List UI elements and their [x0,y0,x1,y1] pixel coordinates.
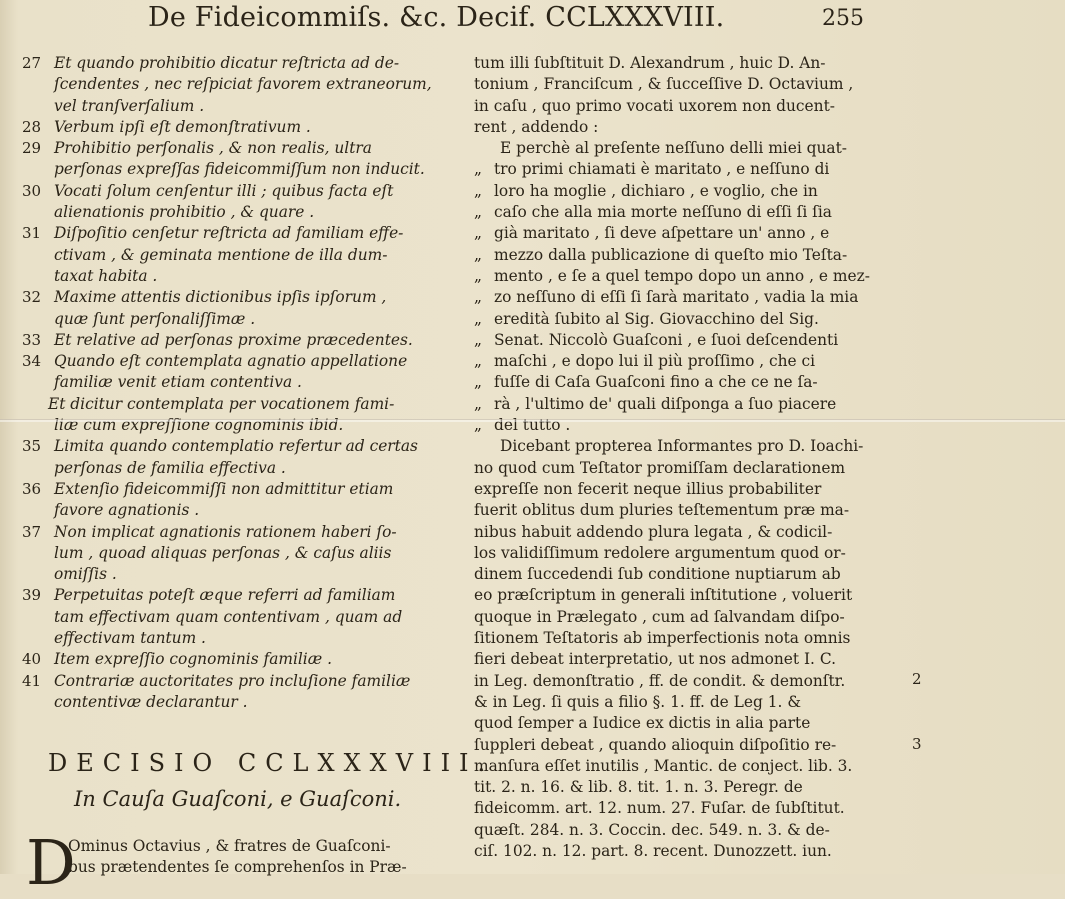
text-line [474,394,914,415]
line-text: Senat. Niccolò Guaſconi , e ſuoi deſcendenti [494,330,839,349]
line-text: E perchè al preſente neſſuno delli miei quat- [500,139,847,158]
text-line [474,564,914,585]
summary-text: ctivam , & geminata mentione de illa dum- [54,245,388,264]
summary-line [22,500,462,521]
summary-text: Et relative ad perſonas proxime præcedentes. [54,330,413,349]
text-line [474,543,914,564]
text-line [474,245,914,266]
decision-opening [68,836,468,879]
line-text: mento , e ſe a quel tempo dopo un anno , e mez- [494,266,870,285]
summary-line [22,181,462,202]
summary-line [22,245,462,266]
scan-fold-line [0,419,1065,422]
summary-text: Verbum ipſi eſt demonſtrativum . [54,117,311,136]
line-text: tonium , Franciſcum , & ſucceſſive D. Octavium , [474,75,854,94]
summary-line [22,223,462,244]
line-text: caſo che alla mia morte neſſuno di eſſi ſi ſia [494,203,832,222]
summary-line [22,53,462,74]
summary-line [22,372,462,393]
summary-line [22,607,462,628]
summary-number: 31 [22,224,42,243]
summary-line [22,394,462,415]
summary-line [22,628,462,649]
summary-line [22,564,462,585]
summary-text: effectivam tantum . [54,629,206,648]
text-line [474,372,914,393]
quote-mark: „ [474,373,482,392]
summary-text: Perpetuitas poteſt æque referri ad familiam [54,586,396,605]
line-text: rà , l'ultimo de' quali diſponga a ſuo piacere [494,394,837,413]
summary-text: Maxime attentis dictionibus ipſis ipſorum , [54,288,387,307]
quote-mark: „ [474,203,482,222]
summary-line [22,649,462,670]
line-text: fuerit oblitus dum pluries teſtementum præ ma- [474,501,850,520]
line-text: fieri debeat interpretatio, ut nos admonet I. C. [474,650,836,669]
line-text: eo præſcriptum in generali inſtitutione , voluerit [474,586,853,605]
line-text: & in Leg. ſi quis a filio §. 1. ff. de Leg 1. & [474,692,802,711]
summary-text: taxat habita . [54,266,158,285]
text-line [474,223,914,244]
text-line [474,777,914,798]
quote-mark: „ [474,288,482,307]
summary-number: 28 [22,117,42,136]
page-number: 255 [822,6,864,31]
line-text: loro ha moglie , dichiaro , e voglio, che in [494,181,818,200]
line-text: del tutto . [494,416,571,435]
summary-line [22,266,462,287]
summary-text: Extenſio fideicommiſſi non admittitur etiam [54,479,394,498]
summary-text: liæ cum expreſſione cognominis ibid. [54,416,344,435]
text-line [474,607,914,628]
summary-text: Item expreſſio cognominis familiæ . [54,650,332,669]
summary-line [22,522,462,543]
text-line [474,820,914,841]
summary-column [22,53,462,713]
line-text: ciſ. 102. n. 12. part. 8. recent. Dunozzett. iun. [474,841,832,860]
summary-number: 39 [22,586,42,605]
line-text: maſchi , e dopo lui il più proſſimo , che ci [494,352,816,371]
summary-number: 27 [22,54,42,72]
summary-text: Et dicitur contemplata per vocationem fami- [48,394,395,413]
summary-text: familiæ venit etiam contentiva . [54,373,302,392]
summary-text: quæ ſunt perſonaliſſimæ . [54,309,256,328]
summary-text: contentivæ declarantur . [54,692,248,711]
summary-line [22,351,462,372]
text-line [474,330,914,351]
text-line: bus prætendentes ſe comprehenſos in Præ- [68,858,407,877]
line-text: expreſſe non fecerit neque illius probabiliter [474,479,822,498]
summary-text: Limita quando contemplatio refertur ad certas [54,437,418,456]
text-line [474,671,914,692]
line-text: ſuppleri debeat , quando alioquin diſpoſitio re- [474,735,837,754]
text-line [474,522,914,543]
line-text: Dicebant propterea Informantes pro D. Ioachi- [500,437,864,456]
summary-text: favore agnationis . [54,501,200,520]
drop-cap: D [26,826,76,899]
summary-line [22,692,462,713]
text-line [474,458,914,479]
decision-subtitle: In Cauſa Guaſconi, e Guaſconi. [74,787,402,811]
summary-number: 40 [22,650,42,669]
line-text: fideicomm. art. 12. num. 27. Fuſar. de ſubſtitut. [474,799,845,818]
text-line [474,351,914,372]
quote-mark: „ [474,394,482,413]
quote-mark: „ [474,330,482,349]
summary-number: 29 [22,139,42,158]
line-text: no quod cum Teſtator promiſſam declarationem [474,458,846,477]
summary-text: tam effectivam quam contentivam , quam ad [54,607,403,626]
text-line [474,159,914,180]
quote-mark: „ [474,160,482,179]
summary-line [22,479,462,500]
text-line [474,841,914,862]
line-text: ſitionem Teſtatoris ab imperfectionis nota omnis [474,629,851,648]
summary-number: 35 [22,437,42,456]
text-line [474,53,914,74]
summary-line [22,436,462,457]
summary-text: Et quando prohibitio dicatur reſtricta ad de- [54,54,400,72]
summary-text: alienationis prohibitio , & quare . [54,203,315,222]
summary-line [22,671,462,692]
text-line [474,96,914,117]
summary-number: 33 [22,330,42,349]
summary-line [22,287,462,308]
summary-text: Prohibitio perſonalis , & non realis, ultra [54,139,372,158]
quote-mark: „ [474,266,482,285]
text-line [474,585,914,606]
text-line [474,138,914,159]
text-line [474,202,914,223]
summary-text: omiſſis . [54,565,117,584]
summary-number: 30 [22,181,42,200]
summary-text: perſonas expreſſas fideicommiſſum non inducit. [54,160,425,179]
summary-number: 41 [22,671,42,690]
summary-line [22,585,462,606]
line-text: dinem ſuccedendi ſub conditione nuptiarum ab [474,565,841,584]
line-text: in Leg. demonſtratio , ff. de condit. & demonſtr. [474,671,846,690]
text-line [474,735,914,756]
summary-line [22,159,462,180]
summary-number: 36 [22,479,42,498]
line-text: zo neſſuno di eſſi ſi ſarà maritato , vadia la mia [494,288,859,307]
line-text: quæſt. 284. n. 3. Coccin. dec. 549. n. 3. & de- [474,820,830,839]
summary-number: 37 [22,522,42,541]
margin-number: 3 [912,735,922,753]
text-line [474,479,914,500]
quote-mark: „ [474,309,482,328]
summary-text: Vocati ſolum cenſentur illi ; quibus facta eſt [54,181,394,200]
quote-mark: „ [474,352,482,371]
line-text: nibus habuit addendo plura legata , & codicil- [474,522,833,541]
text-line [474,266,914,287]
summary-text: ſcendentes , nec reſpiciat favorem extraneorum, [54,75,432,94]
text-line [474,713,914,734]
quote-mark: „ [474,224,482,243]
text-line [474,692,914,713]
summary-text: Non implicat agnationis rationem haberi ſo- [54,522,397,541]
line-text: tit. 2. n. 16. & lib. 8. tit. 1. n. 3. Peregr. de [474,778,803,797]
summary-line [22,543,462,564]
line-text: tum illi ſubſtituit D. Alexandrum , huic D. An- [474,54,826,72]
summary-line [22,309,462,330]
text-line [474,500,914,521]
quote-mark: „ [474,181,482,200]
summary-line [22,330,462,351]
summary-number: 34 [22,352,42,371]
text-line [474,181,914,202]
line-text: mezzo dalla publicazione di queſto mio Teſta- [494,245,848,264]
summary-line [22,96,462,117]
line-text: rent , addendo : [474,117,599,136]
margin-number: 2 [912,670,922,688]
quote-mark: „ [474,245,482,264]
decision-title: DECISIO CCLXXXVIII. [48,749,495,777]
summary-line [22,202,462,223]
running-head: De Fideicommiſs. &c. Decif. CCLXXXVIII. [148,2,725,33]
summary-text: vel tranſverſalium . [54,96,205,115]
summary-text: perſonas de familia effectiva . [54,458,286,477]
summary-line [22,117,462,138]
quote-mark: „ [474,416,482,435]
body-column [474,53,914,862]
line-text: manſura eſſet inutilis , Mantic. de conject. lib. 3. [474,756,853,775]
summary-number: 32 [22,288,42,307]
text-line [474,756,914,777]
line-text: tro primi chiamati è maritato , e neſſuno di [494,160,830,179]
summary-text: Diſpoſitio cenſetur reſtricta ad familiam effe- [54,224,404,243]
summary-text: Contrariæ auctoritates pro incluſione familiæ [54,671,411,690]
text-line [474,287,914,308]
summary-line [22,74,462,95]
text-line [474,798,914,819]
text-line [474,309,914,330]
summary-text: lum , quoad aliquas perſonas , & caſus aliis [54,543,392,562]
summary-line [22,458,462,479]
line-text: quoque in Prælegato , cum ad ſalvandam diſpo- [474,607,845,626]
line-text: eredità ſubito al Sig. Giovacchino del Sig. [494,309,819,328]
text-line [474,436,914,457]
summary-text: Quando eſt contemplata agnatio appellatione [54,352,408,371]
text-line [474,74,914,95]
text-line: Ominus Octavius , & fratres de Guaſconi- [68,837,391,855]
line-text: fuſſe di Caſa Guaſconi fino a che ce ne ſa- [494,373,818,392]
line-text: los validiſſimum redolere argumentum quod or- [474,543,846,562]
text-line [474,649,914,670]
line-text: già maritato , ſi deve aſpettare un' anno , e [494,224,830,243]
line-text: quod ſemper a Iudice ex dictis in alia parte [474,714,811,733]
text-line [474,628,914,649]
text-line [474,117,914,138]
line-text: in caſu , quo primo vocati uxorem non ducent- [474,96,835,115]
summary-line [22,138,462,159]
